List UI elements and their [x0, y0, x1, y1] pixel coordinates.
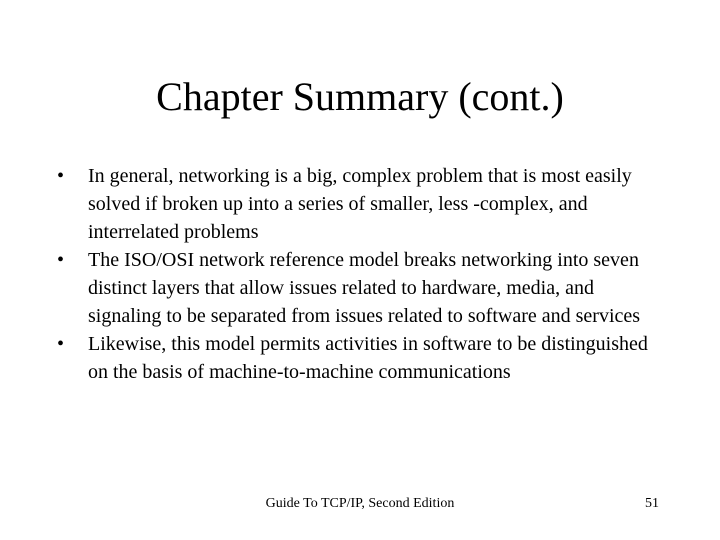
bullet-list: [57, 162, 667, 386]
bullet-icon: •: [57, 249, 65, 271]
footer-book-title: Guide To TCP/IP, Second Edition: [265, 496, 455, 511]
bullet-text: Likewise, this model permits activities in software to be distinguished on the basis of machine-to-machine communications: [88, 333, 648, 383]
footer-page-number: 51: [645, 496, 659, 511]
slide-title: Chapter Summary (cont.): [156, 74, 564, 119]
bullet-icon: •: [57, 165, 65, 187]
bullet-item: [57, 162, 667, 246]
bullet-item: [57, 330, 667, 386]
bullet-text: In general, networking is a big, complex problem that is most easily solved if broken up into a series of smaller, less -complex, and interrelated problems: [88, 165, 632, 243]
bullet-icon: •: [57, 333, 65, 355]
bullet-text: The ISO/OSI network reference model breaks networking into seven distinct layers that allow issues related to hardware, media, and signaling to be separated from issues related to software and services: [88, 249, 641, 327]
bullet-item: [57, 246, 667, 330]
